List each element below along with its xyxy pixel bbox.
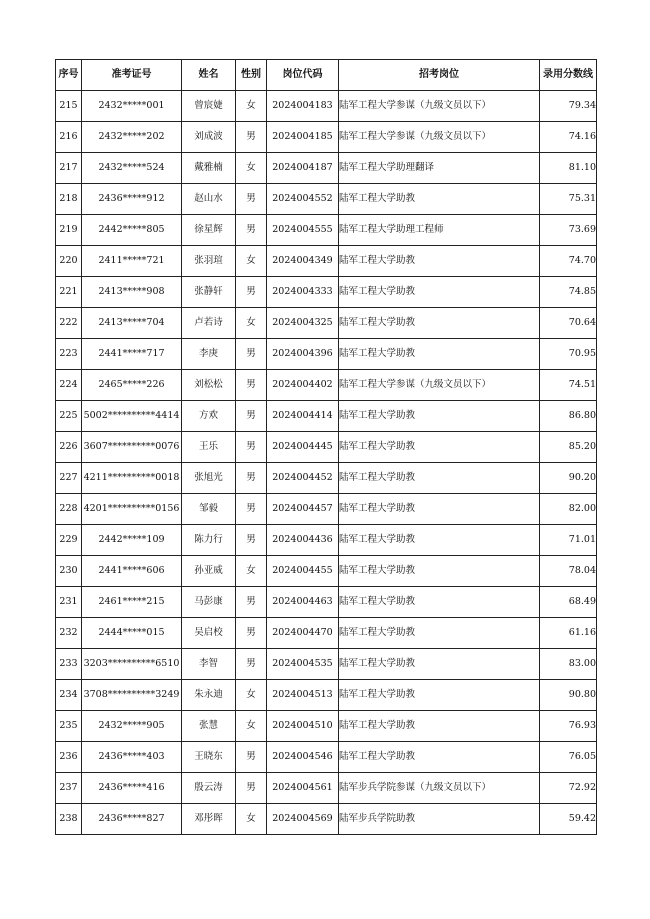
table-row xyxy=(56,742,597,773)
position-title: 陆军工程大学助教 xyxy=(339,742,540,773)
score: 83.00 xyxy=(540,649,597,680)
position-code: 2024004333 xyxy=(267,277,339,308)
position-code: 2024004457 xyxy=(267,494,339,525)
position-code: 2024004569 xyxy=(267,804,339,835)
exam-id: 2432*****001 xyxy=(82,91,182,122)
position-title: 陆军工程大学助教 xyxy=(339,556,540,587)
score: 74.85 xyxy=(540,277,597,308)
position-code: 2024004396 xyxy=(267,339,339,370)
position-title: 陆军工程大学助教 xyxy=(339,618,540,649)
score: 76.93 xyxy=(540,711,597,742)
candidate-name: 殷云涛 xyxy=(182,773,236,804)
exam-id: 2411*****721 xyxy=(82,246,182,277)
exam-id: 2442*****109 xyxy=(82,525,182,556)
gender: 男 xyxy=(236,122,267,153)
position-title: 陆军工程大学助理翻译 xyxy=(339,153,540,184)
score: 72.92 xyxy=(540,773,597,804)
exam-id: 2442*****805 xyxy=(82,215,182,246)
table-row xyxy=(56,370,597,401)
score: 90.20 xyxy=(540,463,597,494)
row-index: 231 xyxy=(56,587,82,618)
row-index: 218 xyxy=(56,184,82,215)
exam-id: 2432*****905 xyxy=(82,711,182,742)
gender: 女 xyxy=(236,308,267,339)
row-index: 230 xyxy=(56,556,82,587)
gender: 男 xyxy=(236,587,267,618)
gender: 男 xyxy=(236,494,267,525)
gender: 男 xyxy=(236,742,267,773)
score: 70.95 xyxy=(540,339,597,370)
table-row xyxy=(56,153,597,184)
table-row xyxy=(56,91,597,122)
row-index: 222 xyxy=(56,308,82,339)
position-code: 2024004402 xyxy=(267,370,339,401)
table-row xyxy=(56,122,597,153)
table-row xyxy=(56,246,597,277)
candidate-name: 陈力行 xyxy=(182,525,236,556)
gender: 男 xyxy=(236,773,267,804)
header-index: 序号 xyxy=(56,60,82,91)
table-row xyxy=(56,680,597,711)
row-index: 221 xyxy=(56,277,82,308)
score: 74.16 xyxy=(540,122,597,153)
position-title: 陆军工程大学助教 xyxy=(339,587,540,618)
table-row xyxy=(56,308,597,339)
table-row xyxy=(56,649,597,680)
header-position: 招考岗位 xyxy=(339,60,540,91)
row-index: 232 xyxy=(56,618,82,649)
table-row xyxy=(56,525,597,556)
position-title: 陆军工程大学助教 xyxy=(339,339,540,370)
position-title: 陆军工程大学助理工程师 xyxy=(339,215,540,246)
candidate-name: 张慧 xyxy=(182,711,236,742)
candidate-name: 刘松松 xyxy=(182,370,236,401)
position-code: 2024004510 xyxy=(267,711,339,742)
table-row xyxy=(56,556,597,587)
position-title: 陆军工程大学助教 xyxy=(339,277,540,308)
position-title: 陆军工程大学助教 xyxy=(339,711,540,742)
row-index: 233 xyxy=(56,649,82,680)
candidate-name: 方欢 xyxy=(182,401,236,432)
position-title: 陆军工程大学助教 xyxy=(339,494,540,525)
candidate-name: 邹毅 xyxy=(182,494,236,525)
position-code: 2024004470 xyxy=(267,618,339,649)
position-code: 2024004513 xyxy=(267,680,339,711)
candidate-name: 张旭光 xyxy=(182,463,236,494)
position-code: 2024004546 xyxy=(267,742,339,773)
gender: 男 xyxy=(236,215,267,246)
table-row xyxy=(56,401,597,432)
score: 74.70 xyxy=(540,246,597,277)
score: 78.04 xyxy=(540,556,597,587)
exam-id: 2441*****717 xyxy=(82,339,182,370)
position-code: 2024004414 xyxy=(267,401,339,432)
position-title: 陆军工程大学助教 xyxy=(339,649,540,680)
position-title: 陆军工程大学参谋（九级文员以下） xyxy=(339,91,540,122)
position-code: 2024004463 xyxy=(267,587,339,618)
table-row xyxy=(56,711,597,742)
position-title: 陆军工程大学参谋（九级文员以下） xyxy=(339,370,540,401)
gender: 女 xyxy=(236,711,267,742)
gender: 女 xyxy=(236,804,267,835)
candidate-name: 王晓东 xyxy=(182,742,236,773)
score: 85.20 xyxy=(540,432,597,463)
row-index: 215 xyxy=(56,91,82,122)
exam-id: 2436*****403 xyxy=(82,742,182,773)
table-row xyxy=(56,773,597,804)
position-title: 陆军工程大学参谋（九级文员以下） xyxy=(339,122,540,153)
exam-id: 2432*****524 xyxy=(82,153,182,184)
position-code: 2024004555 xyxy=(267,215,339,246)
table-row xyxy=(56,587,597,618)
table-row xyxy=(56,215,597,246)
header-exam-id: 准考证号 xyxy=(82,60,182,91)
position-code: 2024004561 xyxy=(267,773,339,804)
position-code: 2024004535 xyxy=(267,649,339,680)
row-index: 219 xyxy=(56,215,82,246)
candidate-name: 马彭康 xyxy=(182,587,236,618)
score: 74.51 xyxy=(540,370,597,401)
exam-id: 4201**********0156 xyxy=(82,494,182,525)
row-index: 237 xyxy=(56,773,82,804)
score-table xyxy=(55,59,597,835)
row-index: 228 xyxy=(56,494,82,525)
exam-id: 4211**********0018 xyxy=(82,463,182,494)
candidate-name: 朱永迪 xyxy=(182,680,236,711)
exam-id: 2441*****606 xyxy=(82,556,182,587)
position-code: 2024004185 xyxy=(267,122,339,153)
table-row xyxy=(56,618,597,649)
position-title: 陆军工程大学助教 xyxy=(339,432,540,463)
position-code: 2024004455 xyxy=(267,556,339,587)
position-code: 2024004183 xyxy=(267,91,339,122)
candidate-name: 李智 xyxy=(182,649,236,680)
position-title: 陆军工程大学助教 xyxy=(339,246,540,277)
exam-id: 2413*****908 xyxy=(82,277,182,308)
table-row xyxy=(56,339,597,370)
gender: 男 xyxy=(236,401,267,432)
table-row xyxy=(56,804,597,835)
candidate-name: 曾宸婕 xyxy=(182,91,236,122)
row-index: 234 xyxy=(56,680,82,711)
gender: 男 xyxy=(236,339,267,370)
position-code: 2024004325 xyxy=(267,308,339,339)
gender: 男 xyxy=(236,184,267,215)
position-title: 陆军工程大学助教 xyxy=(339,525,540,556)
exam-id: 3607**********0076 xyxy=(82,432,182,463)
position-code: 2024004452 xyxy=(267,463,339,494)
row-index: 225 xyxy=(56,401,82,432)
table-row xyxy=(56,184,597,215)
score: 70.64 xyxy=(540,308,597,339)
header-row xyxy=(56,60,597,91)
exam-id: 3708**********3249 xyxy=(82,680,182,711)
row-index: 227 xyxy=(56,463,82,494)
score: 75.31 xyxy=(540,184,597,215)
position-title: 陆军工程大学助教 xyxy=(339,184,540,215)
candidate-name: 王乐 xyxy=(182,432,236,463)
candidate-name: 戴雅楠 xyxy=(182,153,236,184)
header-name: 姓名 xyxy=(182,60,236,91)
score: 76.05 xyxy=(540,742,597,773)
position-title: 陆军工程大学助教 xyxy=(339,308,540,339)
score: 59.42 xyxy=(540,804,597,835)
position-title: 陆军工程大学助教 xyxy=(339,401,540,432)
exam-id: 2436*****416 xyxy=(82,773,182,804)
position-code: 2024004552 xyxy=(267,184,339,215)
gender: 女 xyxy=(236,153,267,184)
position-title: 陆军工程大学助教 xyxy=(339,680,540,711)
position-title: 陆军工程大学助教 xyxy=(339,463,540,494)
exam-id: 2465*****226 xyxy=(82,370,182,401)
score: 73.69 xyxy=(540,215,597,246)
table-row xyxy=(56,432,597,463)
score: 79.34 xyxy=(540,91,597,122)
score: 86.80 xyxy=(540,401,597,432)
gender: 男 xyxy=(236,277,267,308)
exam-id: 5002**********4414 xyxy=(82,401,182,432)
score: 81.10 xyxy=(540,153,597,184)
table-row xyxy=(56,494,597,525)
row-index: 236 xyxy=(56,742,82,773)
row-index: 217 xyxy=(56,153,82,184)
candidate-name: 刘成波 xyxy=(182,122,236,153)
gender: 男 xyxy=(236,649,267,680)
score: 61.16 xyxy=(540,618,597,649)
table-row xyxy=(56,277,597,308)
row-index: 226 xyxy=(56,432,82,463)
candidate-name: 张羽瑄 xyxy=(182,246,236,277)
score: 68.49 xyxy=(540,587,597,618)
row-index: 229 xyxy=(56,525,82,556)
gender: 男 xyxy=(236,370,267,401)
row-index: 223 xyxy=(56,339,82,370)
position-title: 陆军步兵学院参谋（九级文员以下） xyxy=(339,773,540,804)
header-gender: 性别 xyxy=(236,60,267,91)
gender: 女 xyxy=(236,91,267,122)
candidate-name: 张静轩 xyxy=(182,277,236,308)
row-index: 224 xyxy=(56,370,82,401)
row-index: 216 xyxy=(56,122,82,153)
candidate-name: 邓彤晖 xyxy=(182,804,236,835)
header-position-code: 岗位代码 xyxy=(267,60,339,91)
exam-id: 2432*****202 xyxy=(82,122,182,153)
exam-id: 2436*****912 xyxy=(82,184,182,215)
row-index: 220 xyxy=(56,246,82,277)
score: 90.80 xyxy=(540,680,597,711)
gender: 女 xyxy=(236,556,267,587)
position-code: 2024004349 xyxy=(267,246,339,277)
candidate-name: 孙亚威 xyxy=(182,556,236,587)
exam-id: 2436*****827 xyxy=(82,804,182,835)
score: 71.01 xyxy=(540,525,597,556)
score: 82.00 xyxy=(540,494,597,525)
row-index: 235 xyxy=(56,711,82,742)
exam-id: 2444*****015 xyxy=(82,618,182,649)
position-title: 陆军步兵学院助教 xyxy=(339,804,540,835)
gender: 男 xyxy=(236,618,267,649)
header-score: 录用分数线 xyxy=(540,60,597,91)
position-code: 2024004436 xyxy=(267,525,339,556)
gender: 女 xyxy=(236,680,267,711)
candidate-name: 赵山水 xyxy=(182,184,236,215)
candidate-name: 吴启校 xyxy=(182,618,236,649)
candidate-name: 李庚 xyxy=(182,339,236,370)
row-index: 238 xyxy=(56,804,82,835)
exam-id: 2413*****704 xyxy=(82,308,182,339)
candidate-name: 卢若诗 xyxy=(182,308,236,339)
position-code: 2024004187 xyxy=(267,153,339,184)
exam-id: 3203**********6510 xyxy=(82,649,182,680)
gender: 女 xyxy=(236,246,267,277)
gender: 男 xyxy=(236,525,267,556)
candidate-name: 徐星辉 xyxy=(182,215,236,246)
gender: 男 xyxy=(236,432,267,463)
exam-id: 2461*****215 xyxy=(82,587,182,618)
position-code: 2024004445 xyxy=(267,432,339,463)
table-row xyxy=(56,463,597,494)
gender: 男 xyxy=(236,463,267,494)
